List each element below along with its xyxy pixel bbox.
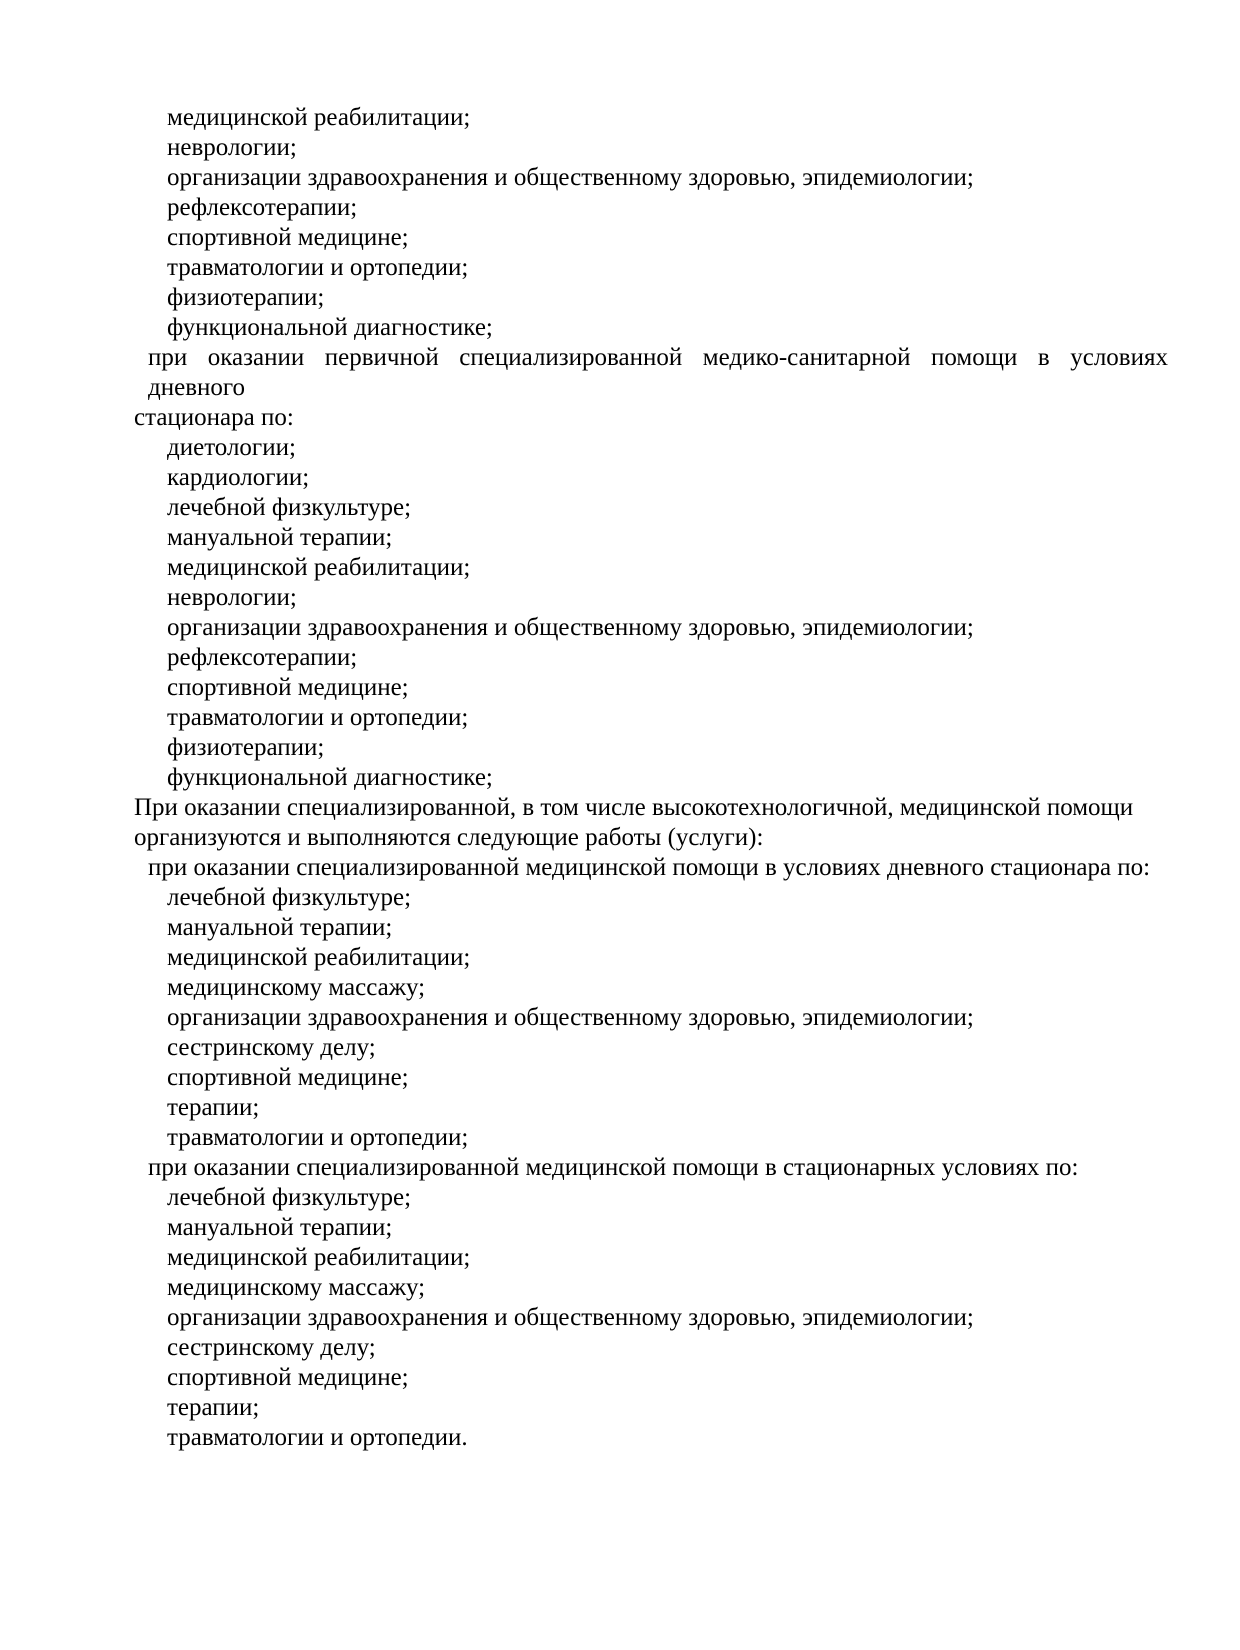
document-line: функциональной диагностике; <box>167 314 493 341</box>
document-line: организации здравоохранения и общественному здоровью, эпидемиологии; <box>167 164 974 191</box>
document-line: неврологии; <box>167 584 297 611</box>
document-line: травматологии и ортопедии; <box>167 254 469 281</box>
document-line: диетологии; <box>167 434 296 461</box>
document-line: неврологии; <box>167 134 297 161</box>
document-line: организации здравоохранения и общественному здоровью, эпидемиологии; <box>167 1304 974 1331</box>
document-line: при оказании специализированной медицинской помощи в условиях дневного стационара по: <box>148 854 1151 881</box>
document-line: функциональной диагностике; <box>167 764 493 791</box>
document-line: медицинской реабилитации; <box>167 944 471 971</box>
document-line: медицинской реабилитации; <box>167 104 471 131</box>
document-line: кардиологии; <box>167 464 310 491</box>
document-line: медицинскому массажу; <box>167 1274 426 1301</box>
document-line: физиотерапии; <box>167 284 325 311</box>
document-line: терапии; <box>167 1094 260 1121</box>
document-line: рефлексотерапии; <box>167 194 358 221</box>
document-line: медицинской реабилитации; <box>167 554 471 581</box>
document-line: рефлексотерапии; <box>167 644 358 671</box>
document-text <box>134 103 1168 1453</box>
document-line: травматологии и ортопедии. <box>167 1424 468 1451</box>
document-line: спортивной медицине; <box>167 1064 409 1091</box>
document-line: организуются и выполняются следующие работы (услуги): <box>134 824 764 851</box>
document-line: травматологии и ортопедии; <box>167 704 469 731</box>
document-line: терапии; <box>167 1394 260 1421</box>
document-line: мануальной терапии; <box>167 524 393 551</box>
document-line: организации здравоохранения и общественному здоровью, эпидемиологии; <box>167 1004 974 1031</box>
document-line: лечебной физкультуре; <box>167 494 412 521</box>
document-line: спортивной медицине; <box>167 674 409 701</box>
document-line: лечебной физкультуре; <box>167 884 412 911</box>
document-line: физиотерапии; <box>167 734 325 761</box>
document-line: при оказании первичной специализированной медико-санитарной помощи в условиях дневного <box>148 344 1168 401</box>
document-line: медицинской реабилитации; <box>167 1244 471 1271</box>
document-line: травматологии и ортопедии; <box>167 1124 469 1151</box>
document-line: медицинскому массажу; <box>167 974 426 1001</box>
document-line: стационара по: <box>134 404 294 431</box>
document-line: сестринскому делу; <box>167 1034 376 1061</box>
document-line: спортивной медицине; <box>167 224 409 251</box>
document-line: мануальной терапии; <box>167 1214 393 1241</box>
document-line: сестринскому делу; <box>167 1334 376 1361</box>
document-line: При оказании специализированной, в том числе высокотехнологичной, медицинской помощи <box>134 794 1134 821</box>
document-line: организации здравоохранения и общественному здоровью, эпидемиологии; <box>167 614 974 641</box>
document-line: при оказании специализированной медицинской помощи в стационарных условиях по: <box>148 1154 1079 1181</box>
document-line: мануальной терапии; <box>167 914 393 941</box>
document-line: спортивной медицине; <box>167 1364 409 1391</box>
document-line: лечебной физкультуре; <box>167 1184 412 1211</box>
